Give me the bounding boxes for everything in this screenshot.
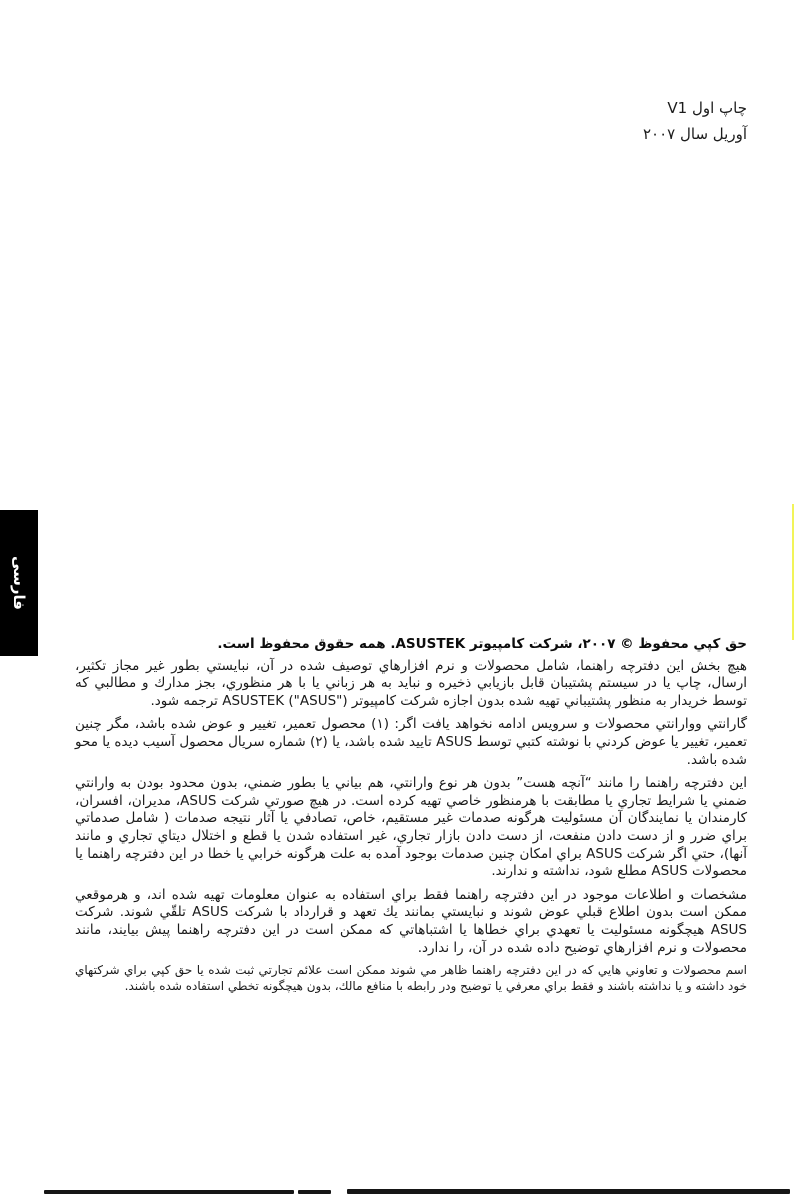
cutoff-strip-segment [44,1190,294,1194]
copyright-text-block [75,636,747,994]
cutoff-strip-segment [347,1189,790,1194]
cutoff-strip-segment [298,1190,331,1194]
warranty-conditions-paragraph: گارانتي ووارانتي محصولات و سرويس ادامه نخواهد يافت اگر: (۱) محصول تعمير، تغيير و عوض شده باشد، مگر چنين تعمير، تغيير يا عوض كردني با نوشته كتبي توسط ASUS تاييد شده باشد، يا (۲) شماره سريال محصول آسيب ديده يا محو شده باشد. [75,716,747,768]
liability-disclaimer-paragraph: اين دفترچه راهنما را مانند “آنچه هست” بدون هر نوع وارانتي، هم بياني يا بطور ضمني، بدون محدود بودن به وارانتي ضمني يا شرايط تجاري يا مطابقت با هرمنظور خاصي تهيه كرده است. در هيچ صورتي شركت ASUS، مديران، افسران، كارمندان يا نمايندگان آن مسئوليت هرگونه صدمات غير مستقيم، خاص، تصادفي يا آثار نتيجه صدمات ( شامل صدماتي براي ضرر و از دست دادن منفعت، از دست دادن بازار تجاري، غير استفاده شدن يا قطع و اختلال ديتاي تجاري و مانند آنها)، حتي اگر شركت ASUS براي امكان چنين صدمات بوجود آمده به علت هرگونه خرابي يا خطا در اين دفترچه راهنما يا محصولات ASUS مطلع شود، نداشته و ندارند. [75,775,748,880]
copyright-heading: حق كپي محفوظ © ۲۰۰۷، شركت كامپيوتر ASUSTEK. همه حقوق محفوظ است. [217,636,747,652]
scan-artifact-cutoff-strip [44,1188,790,1194]
information-disclaimer-paragraph: مشخصات و اطلاعات موجود در اين دفترچه راهنما فقط براي استفاده به عنوان معلومات تهيه شده اند، و هرموقعي ممكن است بدون اطلاع قبلي عوض شوند و نبايستي بمانند يك تعهد و قرارداد با شركت ASUS تلقّي شوند. شركت ASUS هيچگونه مسئوليت يا تعهدي براي خطاها يا اشتباهاتي كه ممكن است در اين دفترچه راهنما پيش بيايند، مانند محصولات و نرم افزارهاي توضيح داده شده در آن، را ندارد. [75,886,747,956]
edition-date-line: آوريل سال ۲۰۰۷ [643,125,747,143]
edition-line: چاپ اول V1 [667,99,747,117]
trademark-notice-paragraph: اسم محصولات و تعاوني هايي كه در اين دفترچه راهنما ظاهر مي شوند ممكن است علائم تجارتي ثبت شده يا حق كپي براي شركتهاي خود داشته و يا نداشته باشند و فقط براي معرفي يا توضيح ودر رابطه با منافع مالك، بدون هيچگونه تخطي استفاده شده باشند. [75,963,747,993]
reproduction-notice-paragraph: هيچ بخش اين دفترچه راهنما، شامل محصولات و نرم افزارهاي توصيف شده در آن، نبايستي بطور غير مجاز تكثير، ارسال، چاپ يا در سيستم پشتيبان قابل بازيابي ذخيره و نبايد به هر زباني يا با هر منظوري، بجز مدارك و مطالبي كه توسط خريدار به منظور پشتيباني تهيه شده بدون اجازه شركت كامپيوتر ASUSTEK ("ASUS") ترجمه شود. [75,657,747,709]
scan-artifact-yellow-line [792,504,794,640]
language-tab-label: فارسی [10,555,28,611]
edition-block [643,95,747,147]
language-tab-farsi [0,510,38,656]
